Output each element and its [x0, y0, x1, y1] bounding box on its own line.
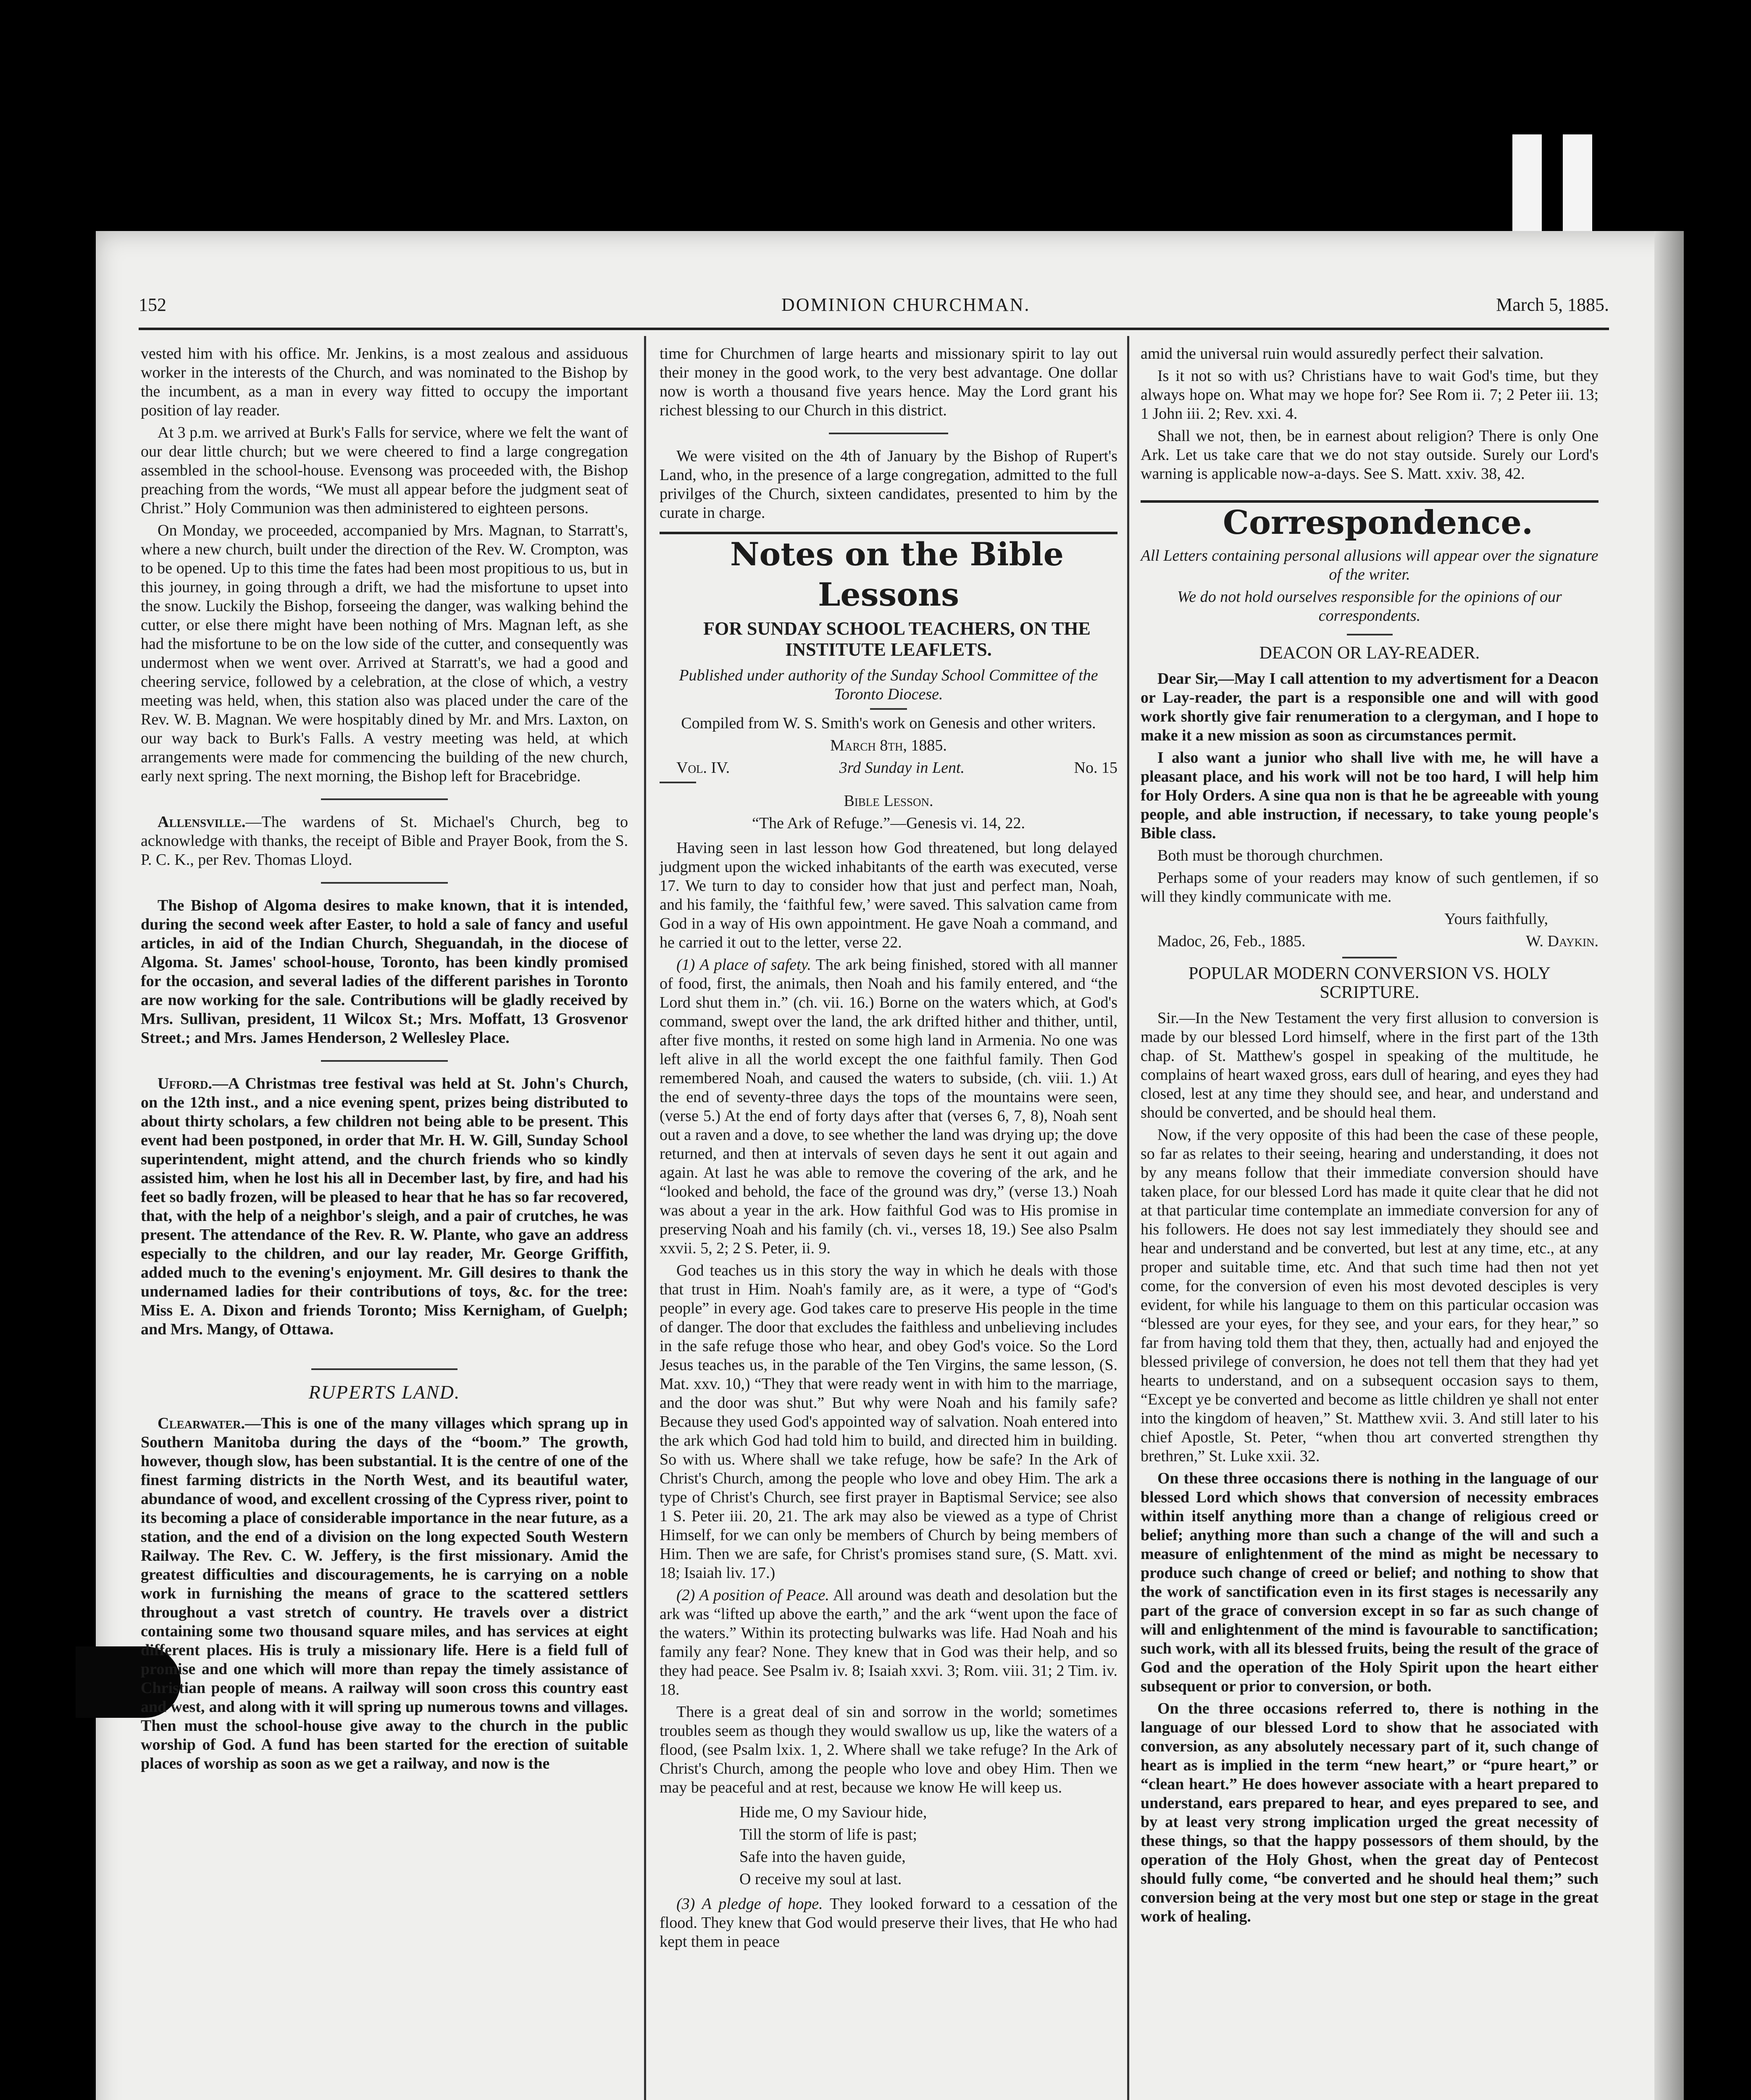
article-paragraph: vested him with his office. Mr. Jenkins, is a most zealous and assiduous worker in the interests of the Church, and was nominated to the Bishop by the incumbent, as a man in every way fitted to occupy the important position of lay reader. — [141, 345, 628, 419]
allensville-paragraph — [141, 813, 628, 869]
hymn-line: Till the storm of life is past; — [739, 1826, 917, 1843]
letter-heading: DEACON OR LAY-READER. — [1259, 643, 1480, 663]
lesson-paragraph — [660, 1895, 1117, 1951]
hymn-line: Hide me, O my Saviour hide, — [739, 1803, 927, 1821]
correspondence-note: We do not hold ourselves responsible for the opinions of our correspondents. — [1177, 588, 1562, 625]
article-paragraph: amid the universal ruin would assuredly perfect their salvation. — [1141, 345, 1544, 362]
letter-paragraph: Dear Sir,—May I call attention to my advertisment for a Deacon or Lay-reader, the part is a responsible one and will with good work shortly give fair renumeration to a clergyman, and I hope to make it a new mission as soon as circumstances permit. — [1141, 670, 1599, 744]
clearwater-paragraph — [141, 1414, 628, 1773]
column-divider-2 — [1127, 336, 1129, 2100]
ufford-paragraph — [141, 1074, 628, 1339]
section-divider — [1342, 957, 1397, 958]
column-3 — [1141, 344, 1599, 1929]
paragraph-text: They looked forward to a cessation of the flood. They knew that God would preserve their lives, that He who had kept them in peace — [660, 1895, 1117, 1950]
paragraph-text: All around was death and desolation but the ark was “lifted up above the earth,” and the ark “went upon the face of the waters.” Within its protecting bulwarks was life. Had Noah and his family any fear? None. They knew that in God was their help, and so they had peace. See Psalm iv. 8; Isaiah xxvi. 3; Rom. viii. 31; 2 Tim. iv. 18. — [660, 1586, 1117, 1698]
paragraph-lead: (3) A pledge of hope. — [676, 1895, 823, 1913]
column-2 — [660, 344, 1117, 1955]
page-number: 152 — [139, 294, 166, 315]
issue-number: No. 15 — [1074, 759, 1117, 777]
algoma-notice: The Bishop of Algoma desires to make known, that it is intended, during the second week after Easter, to hold a sale of fancy and useful articles, in aid of the Indian Church, Sheguandah, in the diocese of Algoma. St. James' school-house, Toronto, has been kindly promised for the occasion, and several ladies of the different parishes in Toronto are now working for the sale. Contributions will be gladly received by Mrs. Sullivan, president, 11 Wilcox St.; Mrs. Moffatt, 13 Grosvenor Street.; and Mrs. James Henderson, 2 Wellesley Place. — [141, 897, 628, 1047]
letter-paragraph: I also want a junior who shall live with me, he will have a pleasant place, and his work will not be too hard, I will help him for Holy Orders. A sine qua non is that he be agreeable with young people, and able instruction, if necessary, to take young people's Bible class. — [1141, 749, 1599, 842]
article-heading: POPULAR MODERN CONVERSION VS. HOLY SCRIPTURE. — [1188, 964, 1551, 1002]
lesson-date: March 8th, 1885. — [830, 737, 947, 754]
lesson-title: “The Ark of Refuge.”—Genesis vi. 14, 22. — [752, 814, 1025, 832]
letter-closing: Yours faithfully, — [1444, 910, 1548, 928]
lesson-paragraph — [660, 1586, 1117, 1699]
correspondence-title: Correspondence. — [1223, 504, 1533, 542]
page-edge — [1654, 231, 1684, 2100]
paragraph-text: The ark being finished, stored with all manner of food, first, the animals, then Noah and his family entered, and “the Lord shut them in.” (ch. vii. 16.) Borne on the waters which, at God's command, swept over the land, the ark drifted hither and thither, until, after five months, it rested on some high land in Armenia. No one was left alive in all the world except the one faithful family. Then God remembered Noah, and caused the waters to subside, (ch. viii. 1.) At the end of seventy-three days the tops of the mountains were seen, (verse 5.) At the end of forty days after that (verses 6, 7, 8), Noah sent out a raven and a dove, to see whether the land was drying up; the dove returned, and then at intervals of seven days he sent it out again and again. At last he was able to remove the covering of the ark, and he “looked and behold, the face of the ground was dry,” (verse 13.) Noah was about a year in the ark. How faithful God was to His promise in preserving Noah and his family (ch. vi., verses 18, 19.) See also Psalm xxvii. 5, 2; 2 S. Peter, ii. 9. — [660, 956, 1117, 1257]
paragraph-lead: (1) A place of safety. — [676, 956, 811, 974]
article-paragraph: At 3 p.m. we arrived at Burk's Falls for service, where we felt the want of our dear little church; but we were cheered to find a large congregation assembled in the school-house. Evensong was proceeded with, the Bishop preaching from the words, “We must all appear before the judgment seat of Christ.” Holy Communion was then administered to eighteen persons. — [141, 424, 628, 517]
hymn-line: Safe into the haven guide, — [739, 1848, 906, 1866]
sunday-name: 3rd Sunday in Lent. — [839, 759, 965, 777]
lesson-paragraph: Having seen in last lesson how God threatened, but long delayed judgment upon the wicked inhabitants of the earth was executed, verse 17. We turn to day to consider how that just and perfect man, Noah, and his family, the ‘faithful few,’ were saved. This salvation came from God in a way of His own appointment. He gave Noah a command, and he carried it out to the letter, verse 22. — [660, 839, 1117, 951]
paragraph-text: —This is one of the many villages which sprang up in Southern Manitoba during the days of the “boom.” The growth, however, though slow, has been substantial. It is the centre of one of the finest farming districts in the North West, and its beautiful water, abundance of wood, and excellent crossing of the Cypress river, point to its becoming a place of considerable importance in the near future, as a station, and the end of a division on the long expected South Western Railway. The Rev. C. W. Jeffery, is the first missionary. Amid the greatest difficulties and discouragements, he is carrying on a noble work in furnishing the means of grace to the scattered settlers throughout a vast stretch of country. He travels over a district containing some two thousand square miles, and has services at eight different places. His is truly a missionary life. Here is a field full of promise and one which will more than repay the timely assistance of Christian people of means. A railway will soon cross this country east and west, and along with it will spring up numerous towns and villages. Then must the school-house give away to the church in the public worship of God. A fund has been started for the erection of suitable places of worship as soon as we get a railway, and now is the — [141, 1415, 628, 1772]
scan-bar-top-left — [1512, 134, 1542, 239]
letter-place: Madoc, 26, Feb., 1885. — [1157, 932, 1306, 950]
paragraph-text: —The wardens of St. Michael's Church, beg to acknowledge with thanks, the receipt of Bible and Prayer Book, from the S. P. C. K., per Rev. Thomas Lloyd. — [141, 813, 628, 869]
paragraph-text: —A Christmas tree festival was held at St. John's Church, on the 12th inst., and a nice evening spent, prizes being distributed to about thirty scholars, a few children not being able to be present. This event had been postponed, in order that Mr. H. W. Gill, Sunday School superintendent, might attend, and the church friends who so kindly assisted him, when he lost his all in December last, by fire, and had his feet so badly frozen, will be pleased to hear that he has so far recovered, that, with the help of a neighbor's sleigh, and a pair of crutches, he was present. The attendance of the Rev. R. W. Plante, who gave an address especially to the children, and our lay reader, Mr. George Griffith, added much to the evening's enjoyment. Mr. Gill desires to thank the undernamed ladies for their contributions of toys, &c. for the tree: Miss E. A. Dixon and friends Toronto; Miss Kernigham, of Guelph; and Mrs. Mangy, of Ottawa. — [141, 1075, 628, 1338]
notes-subtitle: FOR SUNDAY SCHOOL TEACHERS, ON THE INSTITUTE LEAFLETS. — [703, 618, 1091, 660]
scan-bar-top-right — [1563, 134, 1592, 239]
lesson-paragraph: There is a great deal of sin and sorrow in the world; sometimes troubles seem as though they would swallow us up, like the waters of a flood, (see Psalm lxix. 1, 2. Where shall we take refuge? In the Ark of Christ's Church, among the people who love and obey Him. Then we may be peaceful and at rest, because we know He will keep us. — [660, 1703, 1117, 1796]
letter-paragraph: Both must be thorough churchmen. — [1157, 847, 1383, 864]
lesson-label: Bible Lesson. — [844, 792, 933, 810]
section-divider — [870, 708, 907, 710]
page-header — [139, 294, 1638, 332]
article-paragraph: Now, if the very opposite of this had been the case of these people, so far as relates to their seeing, hearing and understanding, it does not by any means follow that their immediate conversion should have taken place, for our blessed Lord has made it quite clear that he did not at that particular time contemplate an immediate conversion for any of his followers. He does not say lest immediately they should see and hear and understand and be converted, but lest at any time, etc., at any proper and suitable time, etc. And that such time had then not yet come, for the conversion of even his most devoted desciples is very evident, for while his language to them on this particular occasion was “blessed are your eyes, for they see, and your ears, for they hear,” so far from having told them that they, then, actually had and enjoyed the blessed privilege of conversion, he does not tell them that they had yet hearts to understand, and on a subsequent occasion says to them, “Except ye be converted and become as little children ye shall not enter into the kingdom of heaven,” St. Matthew xvii. 3. And still later to his chief Apostle, St. Peter, “when thou art converted strengthen thy brethren,” St. Luke xxii. 32. — [1141, 1126, 1599, 1465]
lesson-paragraph — [660, 956, 1117, 1258]
article-paragraph: On the three occasions referred to, there is nothing in the language of our blessed Lord to show that he associated with conversion, as any absolutely necessary part of it, such change of heart as is implied in the term “new heart,” or “pure heart,” or “clean heart.” He does however associate with a heart prepared to understand, ears prepared to hear, and eyes prepared to see, and by at least very strong implication urged the great necessity of these things, so that the happy possessors of them should, by the operation of the Holy Ghost, when the great day of Pentecost should fully come, “be converted and he should heal them;” such conversion being at the very most but one step or stage in the great work of healing. — [1141, 1700, 1599, 1925]
notes-title: Notes on the Bible Lessons — [730, 536, 1064, 613]
letter-signature: W. Daykin. — [1526, 932, 1599, 950]
hymn-line: O receive my soul at last. — [739, 1870, 902, 1888]
published-note: Published under authority of the Sunday School Committee of the Toronto Diocese. — [679, 667, 1098, 703]
article-paragraph: We were visited on the 4th of January by the Bishop of Rupert's Land, who, in the presence of a large congregation, admitted to the full privilges of the Church, sixteen candidates, presented to him by the curate in charge. — [660, 447, 1117, 522]
section-divider — [660, 782, 696, 783]
place-heading: Ufford. — [158, 1075, 212, 1092]
section-divider — [829, 433, 948, 434]
section-heading: RUPERTS LAND. — [308, 1381, 460, 1403]
column-1 — [141, 344, 628, 1777]
volume-line — [660, 759, 1117, 777]
column-divider-1 — [644, 336, 646, 2100]
place-heading: Clearwater. — [158, 1415, 245, 1432]
article-paragraph: On these three occasions there is nothing in the language of our blessed Lord which shows that conversion of necessity embraces within itself anything more than a change of religious creed or belief; anything more than such a change of the will and such a measure of enlightenment of the mind as might be necessary to produce such change of creed or belief; and nothing to show that the work of sanctification even in its first stages is necessarily any part of the grace of conversion except in so far as such change of will and enlightenment of the mind is favourable to sanctification; such work, with all its blessed fruits, being the result of the grace of God and the operation of the Holy Spirit upon the heart either subsequent or prior to conversion, or both. — [1141, 1470, 1599, 1695]
section-divider — [321, 798, 448, 800]
correspondence-note: All Letters containing personal allusions will appear over the signature of the writer. — [1141, 547, 1599, 583]
compiled-note: Compiled from W. S. Smith's work on Genesis and other writers. — [681, 714, 1096, 732]
issue-date: March 5, 1885. — [1496, 294, 1609, 315]
article-paragraph: On Monday, we proceeded, accompanied by Mrs. Magnan, to Starratt's, where a new church, built under the direction of the Rev. W. Crompton, was to be opened. Up to this time the fates had been most propitious to us, but in this journey, in going through a drift, we had the misfortune to upset into the snow. Luckily the Bishop, forseeing the danger, was walking behind the cutter, or else there might have been nothing of Mrs. Magnan left, as she had the misfortune to be on the low side of the cutter, and consequently was undermost when we went over. Arrived at Starratt's, we had a good and cheering service, followed by a celebration, at the close of which, a vestry meeting was held, when, this station also was placed under the care of the Rev. W. B. Magnan. We were hospitably dined by Mr. and Mrs. Laxton, on our way back to Burk's Falls. A vestry meeting was held, at which arrangements were made for commencing the building of the new church, early next spring. The next morning, the Bishop left for Bracebridge. — [141, 522, 628, 785]
paragraph-lead: (2) A position of Peace. — [676, 1586, 829, 1604]
section-divider — [321, 882, 448, 884]
letter-paragraph: Perhaps some of your readers may know of such gentlemen, if so will they kindly communicate with me. — [1141, 869, 1599, 906]
article-paragraph: Shall we not, then, be in earnest about religion? There is only One Ark. Let us take care that we do not stay outside. Surely our Lord's warning is applicable now-a-days. See S. Matt. xxiv. 38, 42. — [1141, 427, 1599, 483]
article-paragraph: Sir.—In the New Testament the very first allusion to conversion is made by our blessed Lord himself, where in the first part of the 13th chap. of St. Matthew's gospel in speaking of the multitude, he complains of heart waxed gross, ears dull of hearing, and eyes they had closed, lest at any time they should see, and hear, and understand and should be converted, and be should heal them. — [1141, 1009, 1599, 1121]
section-divider — [321, 1060, 448, 1062]
section-divider — [311, 1368, 457, 1370]
section-divider — [1347, 634, 1393, 635]
header-rule — [139, 328, 1609, 330]
letter-signoff — [1141, 932, 1599, 951]
place-heading: Allensville. — [158, 813, 246, 831]
lesson-paragraph: God teaches us in this story the way in which he deals with those that trust in Him. Noah's family are, as it were, a type of “God's people” in every age. God takes care to preserve His people in the time of danger. The door that excludes the faithless and unbelieving includes in the safe refuge those who hear, and obey God's voice. So the Lord Jesus teaches us, in the parable of the Ten Virgins, the same lesson, (S. Mat. xxv. 10,) “They that were ready went in with him to the marriage, and the door was shut.” But why were Noah and his family safe? Because they used God's appointed way of salvation. Noah entered into the ark which God had told him to build, and directed him in building. So with us. Where shall we take refuge, how be safe? In the Ark of Christ's Church, among the people who love and obey Him. The ark a type of Christ's Church, see first prayer in Baptismal Service; see also 1 S. Peter iii. 20, 21. The ark may also be viewed as a type of Christ Himself, for we can only be members of Church by being members of Him. Then we are safe, for Christ's promises stand sure, (S. Matt. xvi. 18; Isaiah liv. 17.) — [660, 1262, 1117, 1582]
masthead-title: DOMINION CHURCHMAN. — [781, 294, 1031, 315]
article-paragraph: time for Churchmen of large hearts and missionary spirit to lay out their money in the good work, to the very best advantage. One dollar now is worth a thousand five years hence. May the Lord grant his richest blessing to our Church in this district. — [660, 345, 1117, 419]
volume-number: Vol. IV. — [676, 759, 730, 777]
article-paragraph: Is it not so with us? Christians have to wait God's time, but they always hope on. What may we hope for? See Rom ii. 7; 2 Peter iii. 13; 1 John iii. 2; Rev. xxi. 4. — [1141, 367, 1599, 423]
